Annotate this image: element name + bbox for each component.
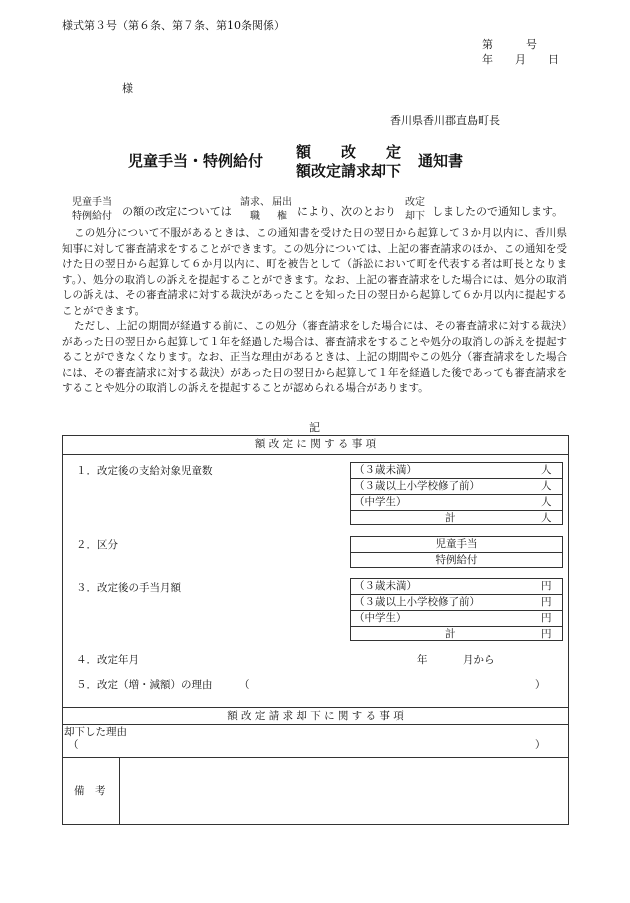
item5-label: ５．改定（増・減額）の理由 <box>76 679 213 691</box>
divider <box>350 552 563 553</box>
item3-unit: 円 <box>541 612 552 624</box>
item4-year: 年 <box>417 654 428 666</box>
item1-unit: 人 <box>541 464 552 476</box>
remarks-label: 備 考 <box>74 785 106 797</box>
title-part2: 通知書 <box>418 152 464 170</box>
paragraph-appeal: この処分について不服があるときは、この通知書を受けた日の翌日から起算して３か月以内に、香川県知事に対して審査請求をすることができます。この処分については、上記の審査請求のほか、この通知を受けた日の翌日から起算して６か月以内に、町を被告として（訴訟において町を代表する者は町長となります。）、処分の取消しの訴えを提起することができます。なお、上記の審査請求をした場合には、処分の取消しの訴えは、その審査請求に対する裁決があったことを知った日の翌日から起算して６か月以内に提起することができます。 <box>62 227 567 317</box>
paragraph-deadline: ただし、上記の期間が経過する前に、この処分（審査請求をした場合には、その審査請求に対する裁決）があった日の翌日から起算して１年を経過した場合は、審査請求をすることや処分の取消しの訴えを提起することができなくなります。なお、正当な理由があるときは、上記の期間やこの処分（審査請求をした場合には、その審査請求に対する裁決）があった日の翌日から起算して１年を経過した後であっても審査請求をすることや処分の取消しの訴えを提起することが認められる場合があります。 <box>62 320 567 394</box>
item3-unit: 円 <box>541 596 552 608</box>
item1-row-under12: （３歳以上小学校修了前） <box>354 480 480 492</box>
item3-unit: 円 <box>541 580 552 592</box>
divider <box>350 494 563 495</box>
item3-label: ３．改定後の手当月額 <box>76 582 181 594</box>
item5-open-paren: （ <box>239 679 250 691</box>
form-number: 様式第３号（第６条、第７条、第10条関係） <box>62 19 285 32</box>
divider <box>350 610 563 611</box>
item3-total-label: 計 <box>445 628 456 640</box>
issuer-name: 香川県香川郡直島町長 <box>390 114 500 127</box>
intro-stack-request: 請求、 職 <box>240 197 270 222</box>
addressee-suffix: 様 <box>122 82 133 95</box>
title-upper: 額 改 定 <box>296 143 402 161</box>
item3-row-junior-high: （中学生） <box>354 612 407 624</box>
item1-unit: 人 <box>541 512 552 524</box>
rejection-open-paren: （ <box>68 739 79 751</box>
rejection-reason-label: 却下した理由 <box>64 726 127 738</box>
rejection-close-paren: ） <box>535 739 546 751</box>
date-label: 年 月 日 <box>482 53 559 66</box>
divider <box>62 454 569 455</box>
divider <box>350 478 563 479</box>
divider <box>350 594 563 595</box>
item4-month-from: 月から <box>463 654 495 666</box>
ki-marker: 記 <box>309 421 320 434</box>
divider <box>62 707 569 708</box>
item1-unit: 人 <box>541 496 552 508</box>
title-lower: 額改定請求却下 <box>296 162 402 180</box>
remarks-divider <box>119 757 120 825</box>
title-part1: 児童手当・特例給付 <box>128 152 264 170</box>
intro-text1: の額の改定については <box>122 205 232 218</box>
item1-unit: 人 <box>541 480 552 492</box>
intro-stack-revise: 改定 却下 <box>405 197 425 222</box>
item3-row-under3: （３歳未満） <box>354 580 417 592</box>
intro-stack-allowance: 児童手当 特例給付 <box>72 197 112 222</box>
item1-row-under3: （３歳未満） <box>354 464 417 476</box>
intro-text3: しましたので通知します。 <box>432 205 564 218</box>
intro-stack-notice: 届出 権 <box>272 197 292 222</box>
item4-label: ４．改定年月 <box>76 654 139 666</box>
item1-total-label: 計 <box>445 512 456 524</box>
item3-unit: 円 <box>541 628 552 640</box>
divider <box>62 724 569 725</box>
item2-label: ２．区分 <box>76 539 118 551</box>
section2-header: 額 改 定 請 求 却 下 に 関 す る 事 項 <box>227 710 404 722</box>
item2-option-child-allowance: 児童手当 <box>435 538 478 550</box>
item3-row-under12: （３歳以上小学校修了前） <box>354 596 480 608</box>
item1-label: １．改定後の支給対象児童数 <box>76 465 213 477</box>
item1-row-junior-high: （中学生） <box>354 496 407 508</box>
item2-option-special-benefit: 特例給付 <box>435 554 478 566</box>
intro-text2: により、次のとおり <box>297 205 396 218</box>
divider <box>62 757 569 758</box>
document-number-label: 第 号 <box>482 38 537 51</box>
divider <box>350 510 563 511</box>
item5-close-paren: ） <box>535 679 546 691</box>
divider <box>350 626 563 627</box>
section1-header: 額 改 定 に 関 す る 事 項 <box>254 438 377 450</box>
